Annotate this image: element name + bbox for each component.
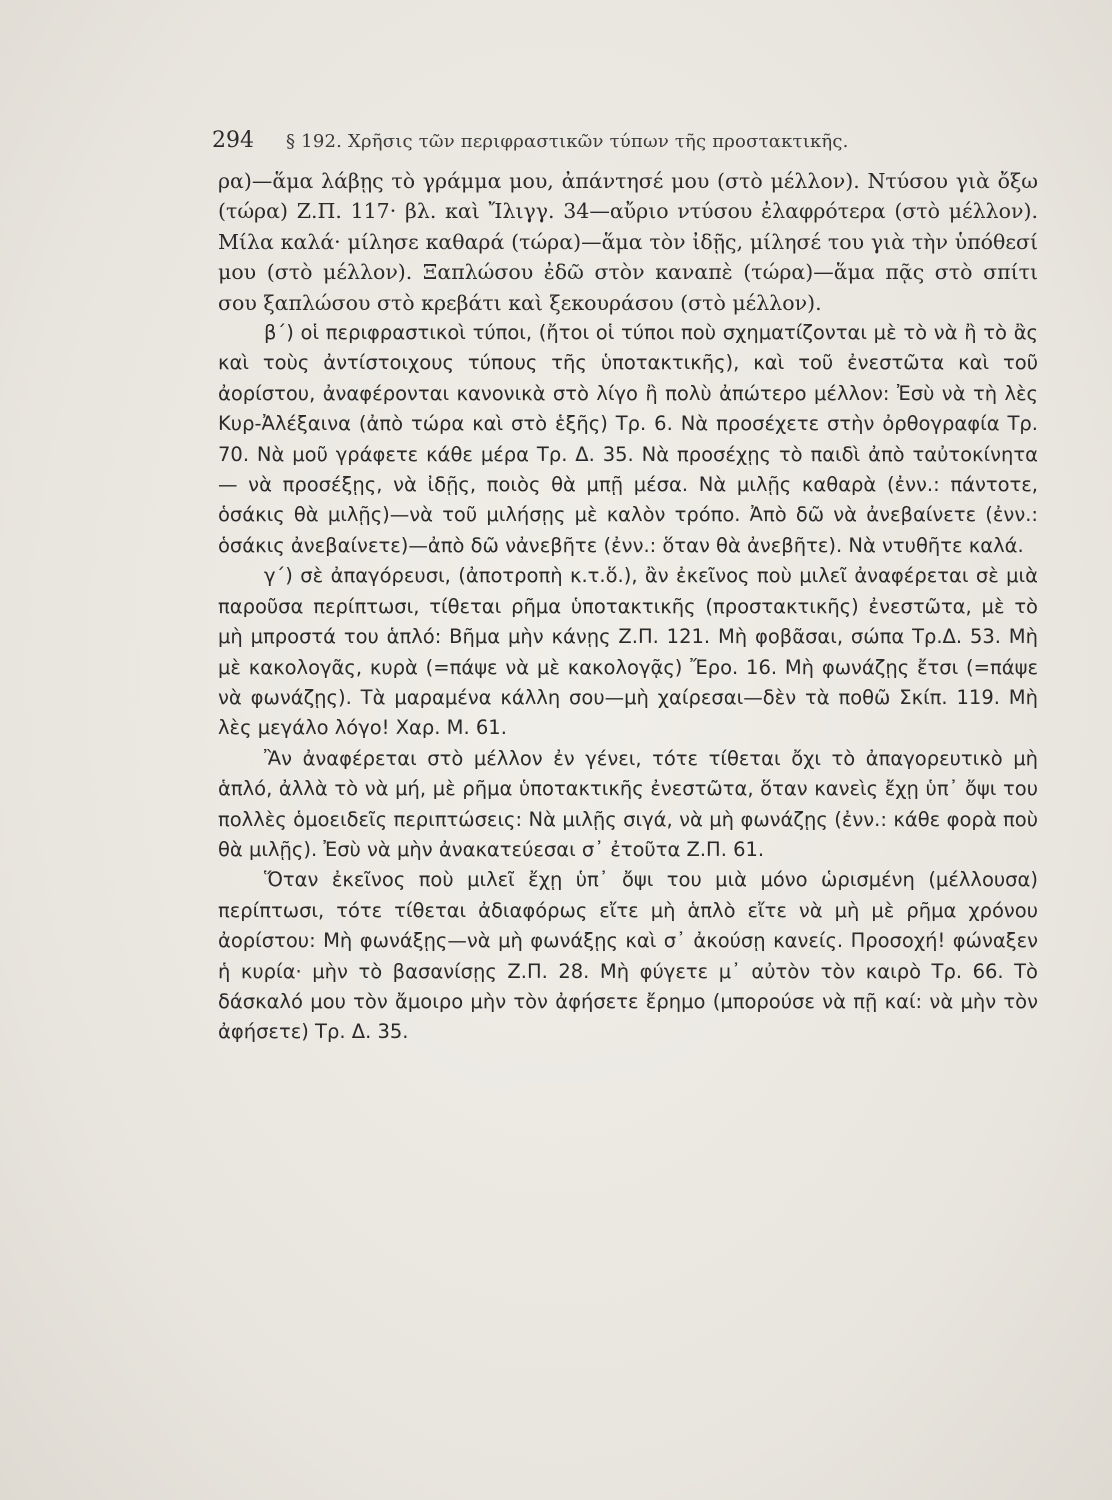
paragraph-future: Ἂν ἀναφέρεται στὸ μέλλον ἐν γένει, τότε τίθεται ὄχι τὸ ἀπαγορευτικὸ μὴ ἁπλό, ἀλλὰ τὸ νὰ μή, μὲ ρῆμα ὑποτακτικῆς ἐνεστῶτα, ὅταν κανεὶς ἔχῃ ὑπ᾿ ὄψι του πολλὲς ὁμοειδεῖς περιπτώσεις: Νὰ μιλῇς σιγά, νὰ μὴ φωνάζῃς (ἐνν.: κάθε φορὰ ποὺ θὰ μιλῇς). Ἐσὺ νὰ μὴν ἀνακατεύεσαι σ᾿ ἐτοῦτα Ζ.Π. 61. bbox=[218, 746, 1038, 861]
paragraph-b: β΄) οἱ περιφραστικοὶ τύποι, (ἤτοι οἱ τύποι ποὺ σχηματίζονται μὲ τὸ νὰ ἢ τὸ ἂς καὶ τοὺς ἀντίστοιχους τύπους τῆς ὑποτακτικῆς), καὶ τοῦ ἐνεστῶτα καὶ τοῦ ἀορίστου, ἀναφέρονται κανονικὰ στὸ λίγο ἢ πολὺ ἀπώτερο μέλλον: Ἐσὺ νὰ τὴ λὲς Κυρ-Ἀλέξαινα (ἀπὸ τώρα καὶ στὸ ἑξῆς) Τρ. 6. Νὰ προσέχετε στὴν ὀρθογραφία Τρ. 70. Νὰ μοῦ γράφετε κάθε μέρα Τρ. Δ. 35. Νὰ προσέχῃς τὸ παιδὶ ἀπὸ ταὐτοκίνητα — νὰ προσέξῃς, νὰ ἰδῇς, ποιὸς θὰ μπῇ μέσα. Νὰ μιλῇς καθαρὰ (ἐνν.: πάντοτε, ὁσάκις θὰ μιλῇς)—νὰ τοῦ μιλήσῃς μὲ καλὸν τρόπο. Ἀπὸ δῶ νὰ ἀνεβαίνετε (ἐνν.: ὁσάκις ἀνεβαίνετε)—ἀπὸ δῶ νἀνεβῆτε (ἐνν.: ὅταν θὰ ἀνεβῆτε). Νὰ ντυθῆτε καλά. bbox=[218, 321, 1038, 557]
section-title: § 192. Χρῆσις τῶν περιφραστικῶν τύπων τῆς προστακτικῆς. bbox=[286, 131, 849, 152]
page-header bbox=[212, 128, 1032, 153]
paragraph-c: γ΄) σὲ ἀπαγόρευσι, (ἀποτροπὴ κ.τ.ὅ.), ἂν ἐκεῖνος ποὺ μιλεῖ ἀναφέρεται σὲ μιὰ παροῦσα περίπτωσι, τίθεται ρῆμα ὑποτακτικῆς (προστακτικῆς) ἐνεστῶτα, μὲ τὸ μὴ μπροστά του ἁπλό: Βῆμα μὴν κάνῃς Ζ.Π. 121. Μὴ φοβᾶσαι, σώπα Τρ.Δ. 53. Μὴ μὲ κακολογᾶς, κυρὰ (=πάψε νὰ μὲ κακολογᾷς) Ἔρο. 16. Μὴ φωνάζῃς ἔτσι (=πάψε νὰ φωνάζῃς). Τὰ μαραμένα κάλλη σου—μὴ χαίρεσαι—δὲν τὰ ποθῶ Σκίπ. 119. Μὴ λὲς μεγάλο λόγο! Χαρ. Μ. 61. bbox=[218, 564, 1038, 740]
paragraph-continuation: ρα)—ἅμα λάβῃς τὸ γράμμα μου, ἀπάντησέ μου (στὸ μέλλον). Ντύσου γιὰ ὄξω (τώρα) Ζ.Π. 117· βλ. καὶ Ἴλιγγ. 34—αὔριο ντύσου ἐλαφρότερα (στὸ μέλλον). Μίλα καλά· μίλησε καθαρά (τώρα)—ἅμα τὸν ἰδῇς, μίλησέ του γιὰ τὴν ὑπόθεσί μου (στὸ μέλλον). Ξαπλώσου ἐδῶ στὸν καναπὲ (τώρα)—ἅμα πᾷς στὸ σπίτι σου ξαπλώσου στὸ κρεβάτι καὶ ξεκουράσου (στὸ μέλλον). bbox=[218, 169, 1038, 315]
page-number: 294 bbox=[212, 128, 254, 153]
body-text bbox=[218, 166, 1038, 1048]
paragraph-single-case: Ὅταν ἐκεῖνος ποὺ μιλεῖ ἔχῃ ὑπ᾿ ὄψι του μιὰ μόνο ὡρισμένη (μέλλουσα) περίπτωσι, τότε τίθεται ἀδιαφόρως εἴτε μὴ ἁπλὸ εἴτε νὰ μὴ μὲ ρῆμα χρόνου ἀορίστου: Μὴ φωνάξῃς—νὰ μὴ φωνάξῃς καὶ σ᾿ ἀκούσῃ κανείς. Προσοχή! φώναξεν ἡ κυρία· μὴν τὸ βασανίσῃς Ζ.Π. 28. Μὴ φύγετε μ᾿ αὐτὸν τὸν καιρὸ Τρ. 66. Τὸ δάσκαλό μου τὸν ἄμοιρο μὴν τὸν ἀφήσετε ἔρημο (μπορούσε νὰ πῇ καί: νὰ μὴν τὸν ἀφήσετε) Τρ. Δ. 35. bbox=[218, 868, 1038, 1044]
